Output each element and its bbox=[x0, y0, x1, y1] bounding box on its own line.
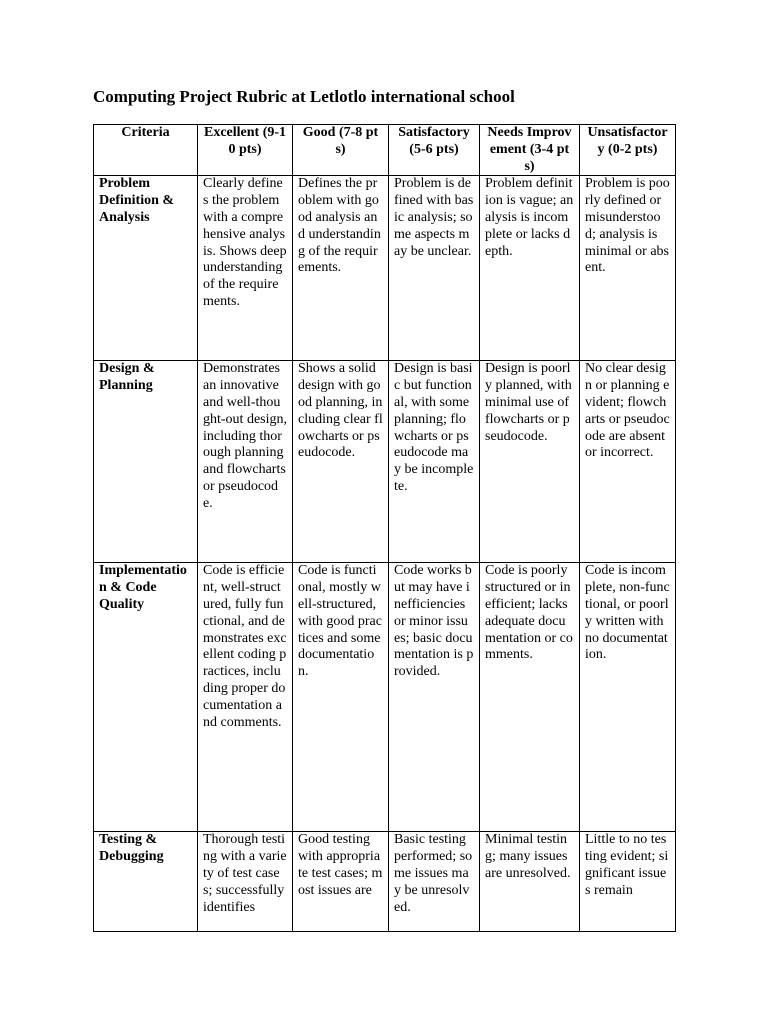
excellent-cell: Demonstrates an innovative and well-thought-out design, including thorough planning and flowcharts or pseudocode. bbox=[198, 361, 293, 563]
header-good: Good (7-8 pts) bbox=[293, 125, 389, 176]
good-cell: Shows a solid design with good planning, including clear flowcharts or pseudocode. bbox=[293, 361, 389, 563]
satisfactory-cell: Problem is defined with basic analysis; some aspects may be unclear. bbox=[389, 176, 480, 361]
good-cell: Defines the problem with good analysis and understanding of the requirements. bbox=[293, 176, 389, 361]
criteria-cell: Problem Definition & Analysis bbox=[94, 176, 198, 361]
table-row bbox=[94, 176, 676, 361]
unsatisfactory-cell: Code is incomplete, non-functional, or poorly written with no documentation. bbox=[580, 563, 676, 832]
header-satisfactory: Satisfactory (5-6 pts) bbox=[389, 125, 480, 176]
table-row bbox=[94, 832, 676, 932]
criteria-cell: Design & Planning bbox=[94, 361, 198, 563]
satisfactory-cell: Code works but may have inefficiencies or minor issues; basic documentation is provided. bbox=[389, 563, 480, 832]
excellent-cell: Clearly defines the problem with a comprehensive analysis. Shows deep understanding of the requirements. bbox=[198, 176, 293, 361]
header-criteria: Criteria bbox=[94, 125, 198, 176]
needs-improvement-cell: Design is poorly planned, with minimal use of flowcharts or pseudocode. bbox=[480, 361, 580, 563]
header-excellent: Excellent (9-10 pts) bbox=[198, 125, 293, 176]
document-title: Computing Project Rubric at Letlotlo international school bbox=[93, 87, 515, 106]
needs-improvement-cell: Problem definition is vague; analysis is incomplete or lacks depth. bbox=[480, 176, 580, 361]
table-row bbox=[94, 563, 676, 832]
rubric-table bbox=[93, 124, 676, 932]
satisfactory-cell: Design is basic but functional, with some planning; flowcharts or pseudocode may be incomplete. bbox=[389, 361, 480, 563]
excellent-cell: Thorough testing with a variety of test cases; successfully identifies bbox=[198, 832, 293, 932]
satisfactory-cell: Basic testing performed; some issues may be unresolved. bbox=[389, 832, 480, 932]
header-row bbox=[94, 125, 676, 176]
header-needs-improvement: Needs Improvement (3-4 pts) bbox=[480, 125, 580, 176]
excellent-cell: Code is efficient, well-structured, fully functional, and demonstrates excellent coding practices, including proper documentation and comments. bbox=[198, 563, 293, 832]
good-cell: Good testing with appropriate test cases; most issues are bbox=[293, 832, 389, 932]
unsatisfactory-cell: Little to no testing evident; significant issues remain bbox=[580, 832, 676, 932]
unsatisfactory-cell: Problem is poorly defined or misunderstood; analysis is minimal or absent. bbox=[580, 176, 676, 361]
unsatisfactory-cell: No clear design or planning evident; flowcharts or pseudocode are absent or incorrect. bbox=[580, 361, 676, 563]
header-unsatisfactory: Unsatisfactory (0-2 pts) bbox=[580, 125, 676, 176]
criteria-cell: Testing & Debugging bbox=[94, 832, 198, 932]
criteria-cell: Implementation & Code Quality bbox=[94, 563, 198, 832]
needs-improvement-cell: Code is poorly structured or inefficient; lacks adequate documentation or comments. bbox=[480, 563, 580, 832]
needs-improvement-cell: Minimal testing; many issues are unresolved. bbox=[480, 832, 580, 932]
table-row bbox=[94, 361, 676, 563]
good-cell: Code is functional, mostly well-structured, with good practices and some documentation. bbox=[293, 563, 389, 832]
